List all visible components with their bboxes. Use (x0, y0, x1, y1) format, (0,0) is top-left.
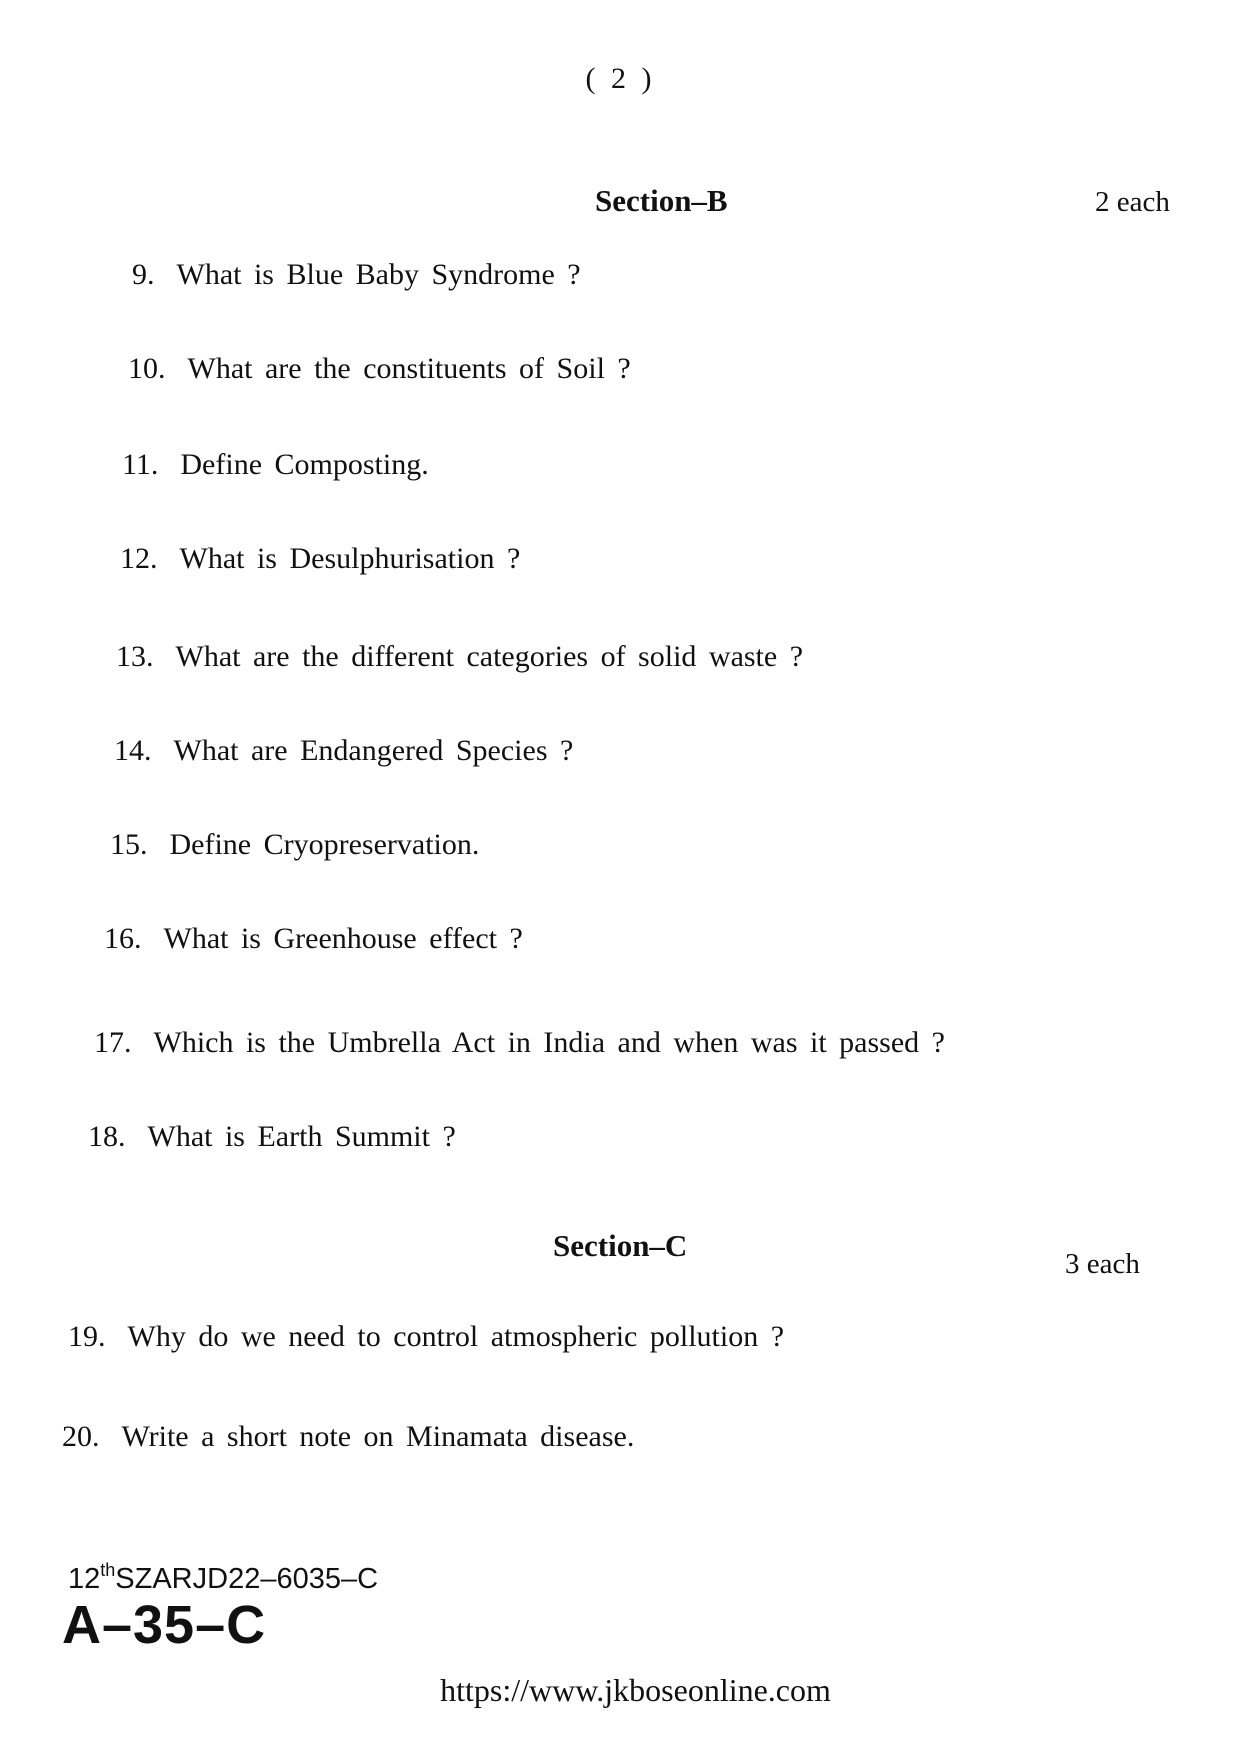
question-number: 11. (122, 448, 159, 481)
question-13 (116, 640, 803, 674)
question-text: What is Desulphurisation ? (179, 542, 521, 575)
question-17 (94, 1026, 945, 1060)
question-text: What are Endangered Species ? (173, 734, 574, 767)
question-text: Define Composting. (180, 448, 429, 481)
question-9 (132, 258, 581, 292)
question-text: What is Blue Baby Syndrome ? (176, 258, 581, 291)
question-number: 17. (94, 1026, 132, 1059)
question-19 (68, 1320, 784, 1354)
question-20 (62, 1420, 634, 1454)
question-number: 20. (62, 1420, 100, 1453)
question-text: What are the different categories of solid waste ? (175, 640, 804, 673)
paper-code: A–35–C (62, 1595, 267, 1655)
question-10 (128, 352, 631, 386)
question-text: Which is the Umbrella Act in India and when was it passed ? (153, 1026, 945, 1059)
section-c-marks: 3 each (1065, 1248, 1140, 1280)
question-16 (104, 922, 523, 956)
exam-code-rest: SZARJD22–6035–C (115, 1563, 379, 1595)
page-number: ( 2 ) (585, 62, 656, 95)
question-text: What is Earth Summit ? (147, 1120, 456, 1153)
question-number: 18. (88, 1120, 126, 1153)
footer-url: https://www.jkboseonline.com (440, 1672, 831, 1708)
question-text: Write a short note on Minamata disease. (121, 1420, 635, 1453)
question-number: 13. (116, 640, 154, 673)
section-c-title: Section–C (553, 1228, 688, 1263)
question-number: 19. (68, 1320, 106, 1353)
section-b-marks: 2 each (1095, 186, 1170, 218)
question-text: What are the constituents of Soil ? (187, 352, 631, 385)
question-number: 16. (104, 922, 142, 955)
question-text: Why do we need to control atmospheric pollution ? (127, 1320, 785, 1353)
section-b-title: Section–B (595, 183, 728, 218)
question-12 (120, 542, 520, 576)
exam-code-prefix: 12 (68, 1563, 101, 1595)
question-15 (110, 828, 479, 862)
question-11 (122, 448, 429, 482)
question-18 (88, 1120, 456, 1154)
exam-code (68, 1560, 378, 1596)
question-number: 15. (110, 828, 148, 861)
question-number: 14. (114, 734, 152, 767)
exam-code-superscript: th (100, 1560, 116, 1580)
question-text: Define Cryopreservation. (169, 828, 480, 861)
question-number: 10. (128, 352, 166, 385)
question-number: 9. (132, 258, 155, 291)
question-number: 12. (120, 542, 158, 575)
question-text: What is Greenhouse effect ? (163, 922, 523, 955)
question-14 (114, 734, 573, 768)
